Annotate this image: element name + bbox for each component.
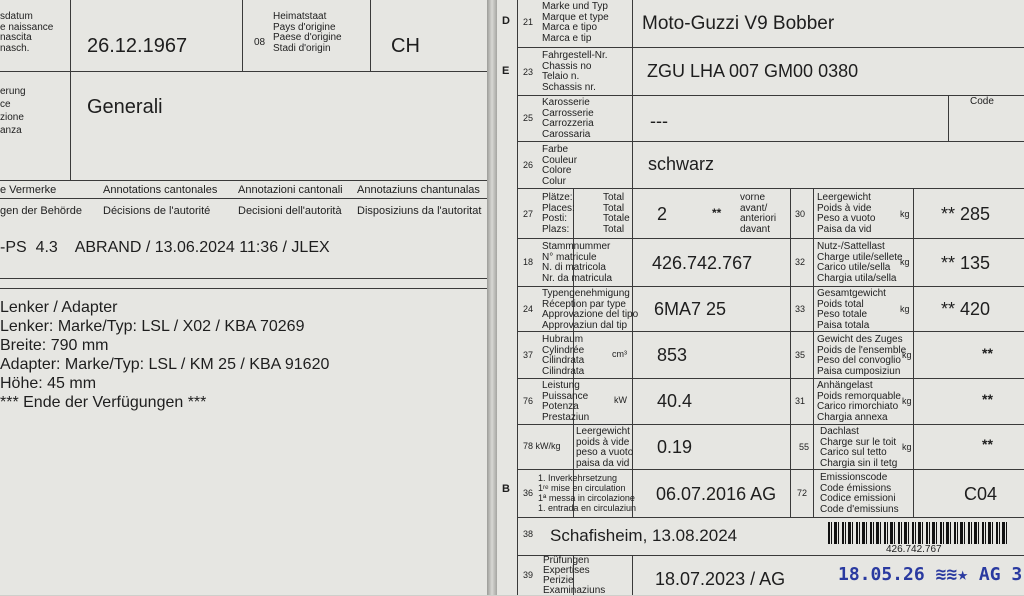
field-number: 39 [523, 570, 534, 580]
field-number: 36 [523, 488, 534, 498]
barcode-number: 426.742.767 [886, 544, 942, 555]
annot-header-rm: Annotaziuns chantunalas [357, 184, 480, 196]
field-number: 26 [523, 160, 534, 170]
roof-load-value: ** [982, 436, 993, 452]
field-number: 32 [795, 257, 806, 267]
chassis-value: ZGU LHA 007 GM00 0380 [647, 61, 859, 81]
unit-label: kg [902, 350, 912, 360]
page-fold [487, 0, 497, 595]
type-approval-label: Typengenehmigung Réception par type Approvazione del tipo Approvaziun dal tip [542, 288, 639, 331]
birth-date-label: sdatum e naissance nascita nasch. [0, 11, 54, 54]
row-letter-e: E [502, 65, 510, 77]
seats-total-label: Total Total Totale Total [603, 192, 630, 235]
remark-line: Höhe: 45 mm [0, 375, 97, 392]
row-letter-b: B [502, 483, 510, 495]
towing-label: Anhängelast Poids remorquable Carico rimorchiato Chargia annexa [817, 380, 901, 423]
displacement-value: 853 [657, 345, 688, 365]
field-number: 31 [795, 396, 806, 406]
remark-line: Adapter: Marke/Typ: LSL / KM 25 / KBA 91620 [0, 356, 330, 373]
total-weight-value: ** 420 [941, 299, 991, 319]
field-number: 23 [523, 67, 534, 77]
seats-value: 2 [657, 204, 668, 224]
field-number: 18 [523, 257, 534, 267]
unit-label: kg [902, 442, 912, 452]
barcode [828, 522, 1008, 544]
code-label: Code [970, 96, 994, 107]
displacement-label: Hubraum Cylindrée Cilindrata Cilindrata [542, 334, 585, 377]
body-value: --- [650, 111, 668, 131]
train-weight-value: ** [982, 345, 993, 361]
decision-header-it: Decisioni dell'autorità [238, 205, 342, 217]
remark-line: *** Ende der Verfügungen *** [0, 394, 207, 411]
field-number: 24 [523, 304, 534, 314]
emission-code-label: Emissionscode Code émissions Codice emissioni Code d'emissiuns [820, 472, 899, 515]
empty-weight-value: ** 285 [941, 204, 991, 224]
towing-value: ** [982, 391, 993, 407]
field-number: 55 [799, 442, 810, 452]
remark-line: Breite: 790 mm [0, 337, 109, 354]
type-approval-value: 6MA7 25 [654, 299, 727, 319]
roof-load-label: Dachlast Charge sur le toit Carico sul tetto Chargia sin il tetg [820, 426, 898, 469]
inspection-label: Prüfungen Expertises Perizie Examinaziuns [543, 555, 606, 596]
insurer-value: Generali [87, 96, 163, 118]
first-registration-value: 06.07.2016 AG [656, 484, 777, 504]
decision-header-fr: Décisions de l'autorité [103, 205, 211, 217]
power-value: 40.4 [657, 391, 693, 411]
remark-line: Lenker / Adapter [0, 299, 118, 316]
field-number: 78 kW/kg [523, 441, 561, 451]
remark-line: Lenker: Marke/Typ: LSL / X02 / KBA 70269 [0, 318, 305, 335]
empty-weight-label: Leergewicht Poids à vide Peso a vuoto Paisa da vid [817, 192, 876, 235]
payload-value: ** 135 [941, 253, 991, 273]
inspection-value: 18.07.2023 / AG [655, 569, 786, 589]
unit-label: kg [900, 304, 910, 314]
total-weight-label: Gesamtgewicht Poids total Peso totale Paisa totala [817, 288, 886, 331]
inspection-stamp: 18.05.26 ≋≋★ AG 3 [838, 564, 1023, 585]
emission-code-value: C04 [964, 484, 998, 504]
first-registration-label: 1. Inverkehrsetzung 1ʳᵉ mise en circulation 1ª messa in circolazione 1. entrada en circulaziun [538, 473, 637, 513]
annot-header-de: e Vermerke [0, 184, 57, 196]
field-number: 27 [523, 209, 534, 219]
annot-header-it: Annotazioni cantonali [238, 184, 343, 196]
left-page [0, 0, 487, 595]
power-weight-value: 0.19 [657, 437, 693, 457]
birth-date-value: 26.12.1967 [87, 35, 188, 57]
field-number: 72 [797, 488, 808, 498]
power-weight-label: Leergewicht poids à vide peso a vuoto paisa da vid [576, 426, 634, 469]
field-number: 21 [523, 17, 534, 27]
train-weight-label: Gewicht des Zuges Poids de l'ensemble Peso del convoglio Paisa cumposiziun [817, 334, 907, 377]
matricule-label: Stammnummer N° matricule N. di matricola Nr. da matricula [542, 241, 613, 284]
make-type-value: Moto-Guzzi V9 Bobber [642, 13, 835, 34]
seats-label: Plätze: Places: Posti: Plazs: [542, 192, 575, 235]
make-type-label: Marke und Typ Marque et type Marca e tipo Marca e tip [542, 1, 609, 44]
unit-label: kg [902, 396, 912, 406]
matricule-value: 426.742.767 [652, 253, 753, 273]
field-number: 38 [523, 529, 534, 539]
seats-front-label: vorne avant/ anteriori davant [740, 192, 777, 235]
body-label: Karosserie Carrosserie Carrozzeria Carossaria [542, 97, 594, 140]
abrand-line: -PS 4.3 ABRAND / 13.06.2024 11:36 / JLEX [0, 239, 330, 256]
chassis-label: Fahrgestell-Nr. Chassis no Telaio n. Schassis nr. [542, 50, 608, 93]
annot-header-fr: Annotations cantonales [103, 184, 218, 196]
field-number: 33 [795, 304, 806, 314]
field-number: 76 [523, 396, 534, 406]
field-number: 35 [795, 350, 806, 360]
decision-header-de: gen der Behörde [0, 205, 82, 217]
origin-label: Heimatstaat Pays d'origine Paese d'origine Stadi d'origin [273, 11, 342, 54]
payload-label: Nutz-/Sattellast Charge utile/sellete Carico utile/sella Chargia utila/sella [817, 241, 903, 284]
insurer-label: erung ce zione anza [0, 86, 26, 136]
field-number: 37 [523, 350, 534, 360]
seats-stars: ** [712, 206, 722, 220]
unit-label: kg [900, 257, 910, 267]
unit-label: kg [900, 209, 910, 219]
place-date-value: Schafisheim, 13.08.2024 [550, 526, 738, 545]
origin-value: CH [391, 35, 420, 57]
row-letter-d: D [502, 15, 510, 27]
field-number: 25 [523, 113, 534, 123]
unit-label: kW [614, 395, 627, 405]
color-value: schwarz [648, 154, 715, 174]
decision-header-rm: Disposiziuns da l'autoritat [357, 205, 482, 217]
unit-label: cm³ [612, 349, 627, 359]
origin-field-number: 08 [254, 37, 266, 48]
field-number: 30 [795, 209, 806, 219]
power-label: Leistung Puissance Potenza Prestaziun [542, 380, 590, 423]
color-label: Farbe Couleur Colore Colur [542, 144, 578, 187]
